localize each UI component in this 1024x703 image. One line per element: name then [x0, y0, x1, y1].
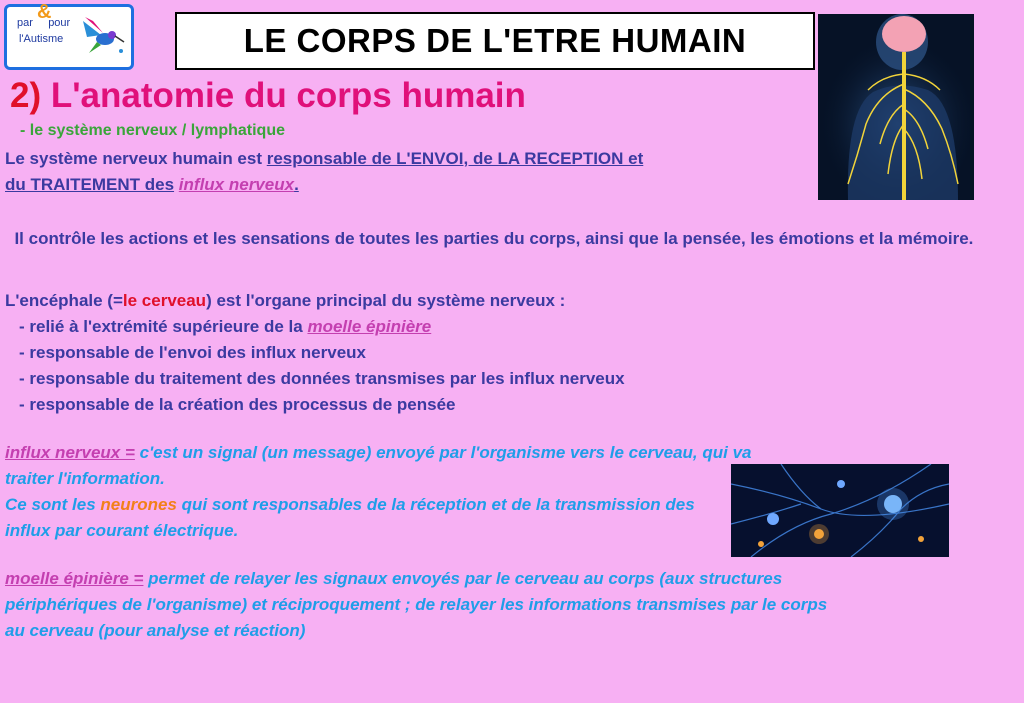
section-subheading: - le système nerveux / lymphatique	[20, 122, 285, 139]
list-item: - relié à l'extrémité supérieure de la moelle épinière	[19, 317, 432, 336]
logo-text-line2: l'Autisme	[19, 33, 64, 45]
moelle-definition: moelle épinière = permet de relayer les signaux envoyés par le cerveau au corps (aux structures périphériques de l'organisme) et réciproquement ; de relayer les informations transmises par le corps au cerveau (pour analyse et réaction)	[5, 569, 828, 640]
section-heading	[10, 76, 526, 116]
list-item: - responsable de l'envoi des influx nerveux	[19, 343, 366, 362]
cerveau-term: le cerveau	[122, 291, 207, 310]
moelle-term: moelle épinière	[307, 317, 432, 336]
list-item: - responsable de la création des processus de pensée	[19, 395, 456, 414]
section-title: L'anatomie du corps humain	[50, 76, 526, 115]
influx-definition: influx nerveux = c'est un signal (un message) envoyé par l'organisme vers le cerveau, qui va traiter l'information. Ce sont les neurones qui sont responsables de la réception et de la transmission des influx par courant électrique.	[5, 443, 752, 540]
logo-ampersand: &	[37, 1, 52, 23]
encephale-paragraph	[5, 288, 805, 418]
definition-term: influx nerveux =	[5, 443, 135, 462]
title-box	[175, 12, 815, 70]
influx-nerveux-term: influx nerveux	[178, 175, 295, 194]
control-paragraph: Il contrôle les actions et les sensations de toutes les parties du corps, ainsi que la pensée, les émotions et la mémoire.	[14, 229, 974, 248]
list-item: - responsable du traitement des données transmises par les influx nerveux	[19, 369, 625, 388]
nervous-system-image	[818, 14, 974, 200]
definition-term: moelle épinière =	[5, 569, 144, 588]
intro-paragraph: Le système nerveux humain est responsable de L'ENVOI, de LA RECEPTION et du TRAITEMENT des influx nerveux.	[5, 149, 644, 194]
logo	[4, 1, 134, 70]
neurones-term: neurones	[100, 495, 177, 514]
page-title: LE CORPS DE L'ETRE HUMAIN	[243, 22, 747, 59]
logo-text-line1: par pour	[17, 17, 71, 29]
hummingbird-icon	[79, 15, 125, 59]
section-number: 2)	[10, 76, 42, 115]
encephale-intro: L'encéphale (=le cerveau) est l'organe principal du système nerveux :	[5, 291, 566, 310]
